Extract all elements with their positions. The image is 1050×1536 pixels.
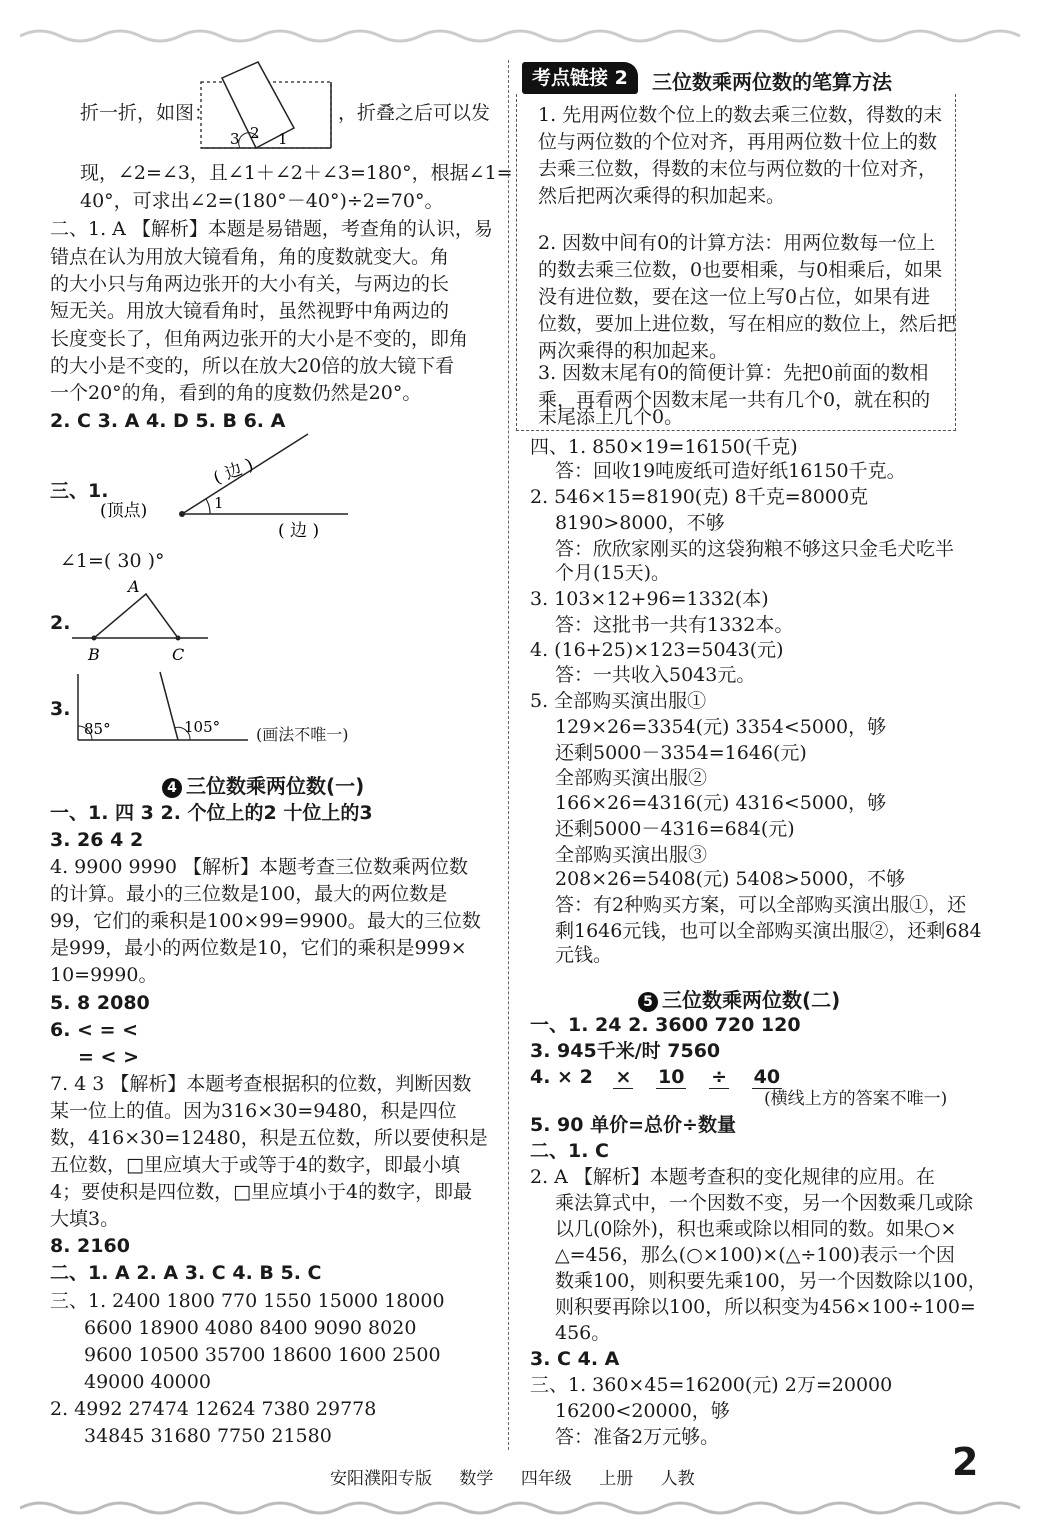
b15: 166×26=4316(元) 4316<5000，够 [555, 792, 887, 814]
n4: 然后把两次乘得的积加起来。 [538, 185, 786, 207]
footer-publisher: 人教 [660, 1469, 695, 1489]
c2: 3. 945千米/时 7560 [530, 1040, 721, 1062]
c11: 数乘100，则积要先乘100，另一个因数除以100， [555, 1270, 987, 1292]
a15: 4；要使积是四位数，□里应填小于4的数字，即最 [50, 1181, 473, 1203]
b7: 3. 103×12+96=1332(本) [530, 588, 769, 610]
q2-label: 2. [50, 612, 71, 634]
b13: 还剩5000－3354=1646(元) [555, 742, 807, 764]
c10: △=456，那么(○×100)×(△÷100)表示一个因 [555, 1244, 955, 1266]
knowledge-link-title: 三位数乘两位数的笔算方法 [652, 70, 892, 94]
section3-label: 三、1. [50, 480, 109, 502]
b19: 答：有2种购买方案，可以全部购买演出服①，还 [555, 894, 967, 916]
non-unique-note: (画法不唯一) [256, 725, 349, 744]
n1: 1. 先用两位数个位上的数去乘三位数，得数的末 [538, 104, 943, 126]
fold-text-2: ，折叠之后可以发 [338, 102, 491, 124]
b17: 全部购买演出服③ [555, 844, 708, 866]
b8: 答：这批书一共有1332本。 [555, 614, 794, 636]
n2: 位与两位数的个位对齐，再用两位数十位上的数 [538, 131, 938, 153]
left-p5: 长度变长了，但角两边张开的大小是不变的，即角 [50, 328, 469, 350]
left-p7: 一个20°的角，看到的角的度数仍然是20°。 [50, 382, 422, 404]
b5: 答：欣欣家刚买的这袋狗粮不够这只金毛犬吃半 [555, 538, 955, 560]
n6: 的数去乘三位数，0也要相乘，与0相乘后，如果 [538, 259, 943, 281]
b4: 8190>8000，不够 [555, 512, 725, 534]
column-divider [508, 60, 509, 1450]
a4: 的计算。最小的三位数是100，最大的两位数是 [50, 883, 448, 905]
q3-label: 3. [50, 698, 71, 720]
vertex-label: (顶点) [100, 501, 148, 521]
point-C: C [172, 645, 185, 664]
n11: 乘，再看两个因数末尾一共有几个0，就在积的 [538, 389, 931, 411]
a22: 49000 40000 [84, 1371, 211, 1393]
a12: 某一位上的值。因为316×30=9480，积是四位 [50, 1100, 457, 1122]
header-wave-decoration [20, 24, 1030, 48]
a11: 7. 4 3 【解析】本题考查根据积的位数，判断因数 [50, 1073, 472, 1095]
fold-text-3: 现，∠2=∠3，且∠1＋∠2＋∠3=180°，根据∠1= [80, 162, 513, 184]
b12: 129×26=3354(元) 3354<5000，够 [555, 716, 887, 738]
deg-85: 85° [84, 720, 111, 738]
n5: 2. 因数中间有0的计算方法：用两位数每一位上 [538, 232, 936, 254]
c16: 16200<20000，够 [555, 1400, 730, 1422]
b9: 4. (16+25)×123=5043(元) [530, 639, 784, 661]
c14: 3. C 4. A [530, 1348, 620, 1370]
a14: 五位数，□里应填大于或等于4的数字，即最小填 [50, 1154, 461, 1176]
b16: 还剩5000－4316=684(元) [555, 818, 795, 840]
b18: 208×26=5408(元) 5408>5000，不够 [555, 868, 906, 890]
angle-1-label: 1 [214, 494, 224, 512]
c12: 则积要再除以100，所以积变为456×100÷100= [555, 1296, 976, 1318]
a18: 二、1. A 2. A 3. C 4. B 5. C [50, 1262, 322, 1284]
b6: 个月(15天)。 [555, 562, 671, 584]
c4: (横线上方的答案不唯一) [764, 1089, 948, 1109]
section4-number: 4 [162, 778, 182, 798]
a13: 数，416×30=12480，积是五位数，所以要使积是 [50, 1127, 488, 1149]
c1: 一、1. 24 2. 3600 720 120 [530, 1014, 801, 1036]
fold-angle-2: 2 [250, 124, 260, 142]
a6: 是999，最小的两位数是10，它们的乘积是999× [50, 937, 467, 959]
point-A: A [128, 577, 140, 596]
c9: 以几(0除外)，积也乘或除以相同的数。如果○× [555, 1218, 957, 1240]
edge-label-2: ( 边 ) [278, 521, 320, 540]
n9: 两次乘得的积加起来。 [538, 340, 729, 362]
angle-diagram [100, 430, 360, 540]
a1: 一、1. 四 3 2. 个位上的2 十位上的3 [50, 802, 373, 824]
c3 [530, 1064, 782, 1090]
b2: 答：回收19吨废纸可造好纸16150千克。 [555, 460, 906, 482]
fold-angle-1: 1 [278, 130, 288, 148]
a16: 大填3。 [50, 1208, 120, 1230]
c17: 答：准备2万元够。 [555, 1426, 720, 1448]
n12: 末尾添上几个0。 [538, 406, 684, 428]
a17: 8. 2160 [50, 1235, 130, 1257]
n10: 3. 因数末尾有0的简便计算：先把0前面的数相 [538, 362, 929, 384]
fold-text-4: 40°，可求出∠2=(180°－40°)÷2=70°。 [80, 190, 444, 212]
fold-text-1: 折一折，如图： [80, 102, 214, 124]
b14: 全部购买演出服② [555, 767, 708, 789]
point-B: B [88, 645, 100, 664]
b1: 四、1. 850×19=16150(千克) [530, 436, 798, 458]
section5-number: 5 [638, 992, 658, 1012]
c15: 三、1. 360×45=16200(元) 2万=20000 [530, 1374, 893, 1396]
section4-title: 4 三位数乘两位数(一) [162, 770, 364, 799]
a19: 三、1. 2400 1800 770 1550 15000 18000 [50, 1290, 445, 1312]
a10: = < > [78, 1046, 139, 1068]
footer-subject: 数学 [459, 1469, 494, 1489]
edge-label-1: ( 边 ) [210, 454, 257, 489]
left-p2: 错点在认为用放大镜看角，角的度数就变大。角 [50, 246, 450, 268]
b3: 2. 546×15=8190(克) 8千克=8000克 [530, 486, 869, 508]
angle-answer: ∠1=( 30 )° [60, 550, 165, 572]
c3-e: 40 [753, 1066, 781, 1088]
footer-volume: 上册 [599, 1469, 634, 1489]
page-number: 2 [952, 1440, 979, 1484]
triangle-diagram [72, 576, 212, 666]
a21: 9600 10500 35700 18600 1600 2500 [84, 1344, 441, 1366]
a20: 6600 18900 4080 8400 9090 8020 [84, 1317, 417, 1339]
a2: 3. 26 4 2 [50, 829, 144, 851]
fold-diagram [196, 58, 338, 152]
a23: 2. 4992 27474 12624 7380 29778 [50, 1398, 377, 1420]
fold-angle-3: 3 [230, 130, 240, 148]
n8: 位数，要加上进位数，写在相应的数位上，然后把 [538, 313, 957, 335]
c8: 乘法算式中，一个因数不变，另一个因数乘几或除 [555, 1192, 974, 1214]
a3: 4. 9900 9990 【解析】本题考查三位数乘两位数 [50, 856, 468, 878]
deg-105: 105° [184, 718, 221, 736]
left-p8: 2. C 3. A 4. D 5. B 6. A [50, 410, 286, 432]
a8: 5. 8 2080 [50, 992, 150, 1014]
b20: 剩1646元钱，也可以全部购买演出服②，还剩684 [555, 920, 982, 942]
left-p4: 短无关。用放大镜看角时，虽然视野中角两边的 [50, 300, 450, 322]
a9: 6. < = < [50, 1019, 139, 1041]
a7: 10=9990。 [50, 964, 158, 986]
footer-edition: 安阳濮阳专版 [330, 1469, 432, 1489]
c3-c: 10 [657, 1066, 685, 1088]
c7: 2. A 【解析】本题考查积的变化规律的应用。在 [530, 1166, 935, 1188]
c5: 5. 90 单价=总价÷数量 [530, 1114, 736, 1136]
knowledge-link-tag: 考点链接 2 [522, 62, 638, 94]
c3-d: ÷ [711, 1066, 727, 1088]
left-p6: 的大小是不变的，所以在放大20倍的放大镜下看 [50, 355, 455, 377]
section5-title: 5 三位数乘两位数(二) [638, 984, 840, 1013]
c3-a: 4. × 2 [530, 1066, 593, 1088]
n3: 去乘三位数，得数的末位与两位数的十位对齐， [538, 158, 938, 180]
a24: 34845 31680 7750 21580 [84, 1425, 332, 1447]
b11: 5. 全部购买演出服① [530, 690, 707, 712]
footer [330, 1464, 717, 1489]
left-p1: 二、1. A 【解析】本题是易错题，考查角的认识，易 [50, 218, 493, 240]
c3-b: × [615, 1066, 632, 1088]
footer-grade: 四年级 [520, 1469, 572, 1489]
left-p3: 的大小只与角两边张开的大小有关，与两边的长 [50, 273, 450, 295]
n7: 没有进位数，要在这一位上写0占位，如果有进 [538, 286, 931, 308]
b21: 元钱。 [555, 944, 613, 966]
c6: 二、1. C [530, 1140, 609, 1162]
b10: 答：一共收入5043元。 [555, 664, 756, 686]
a5: 99，它们的乘积是100×99=9900。最大的三位数 [50, 910, 481, 932]
c13: 456。 [555, 1322, 611, 1344]
footer-wave-decoration [20, 1496, 1030, 1520]
